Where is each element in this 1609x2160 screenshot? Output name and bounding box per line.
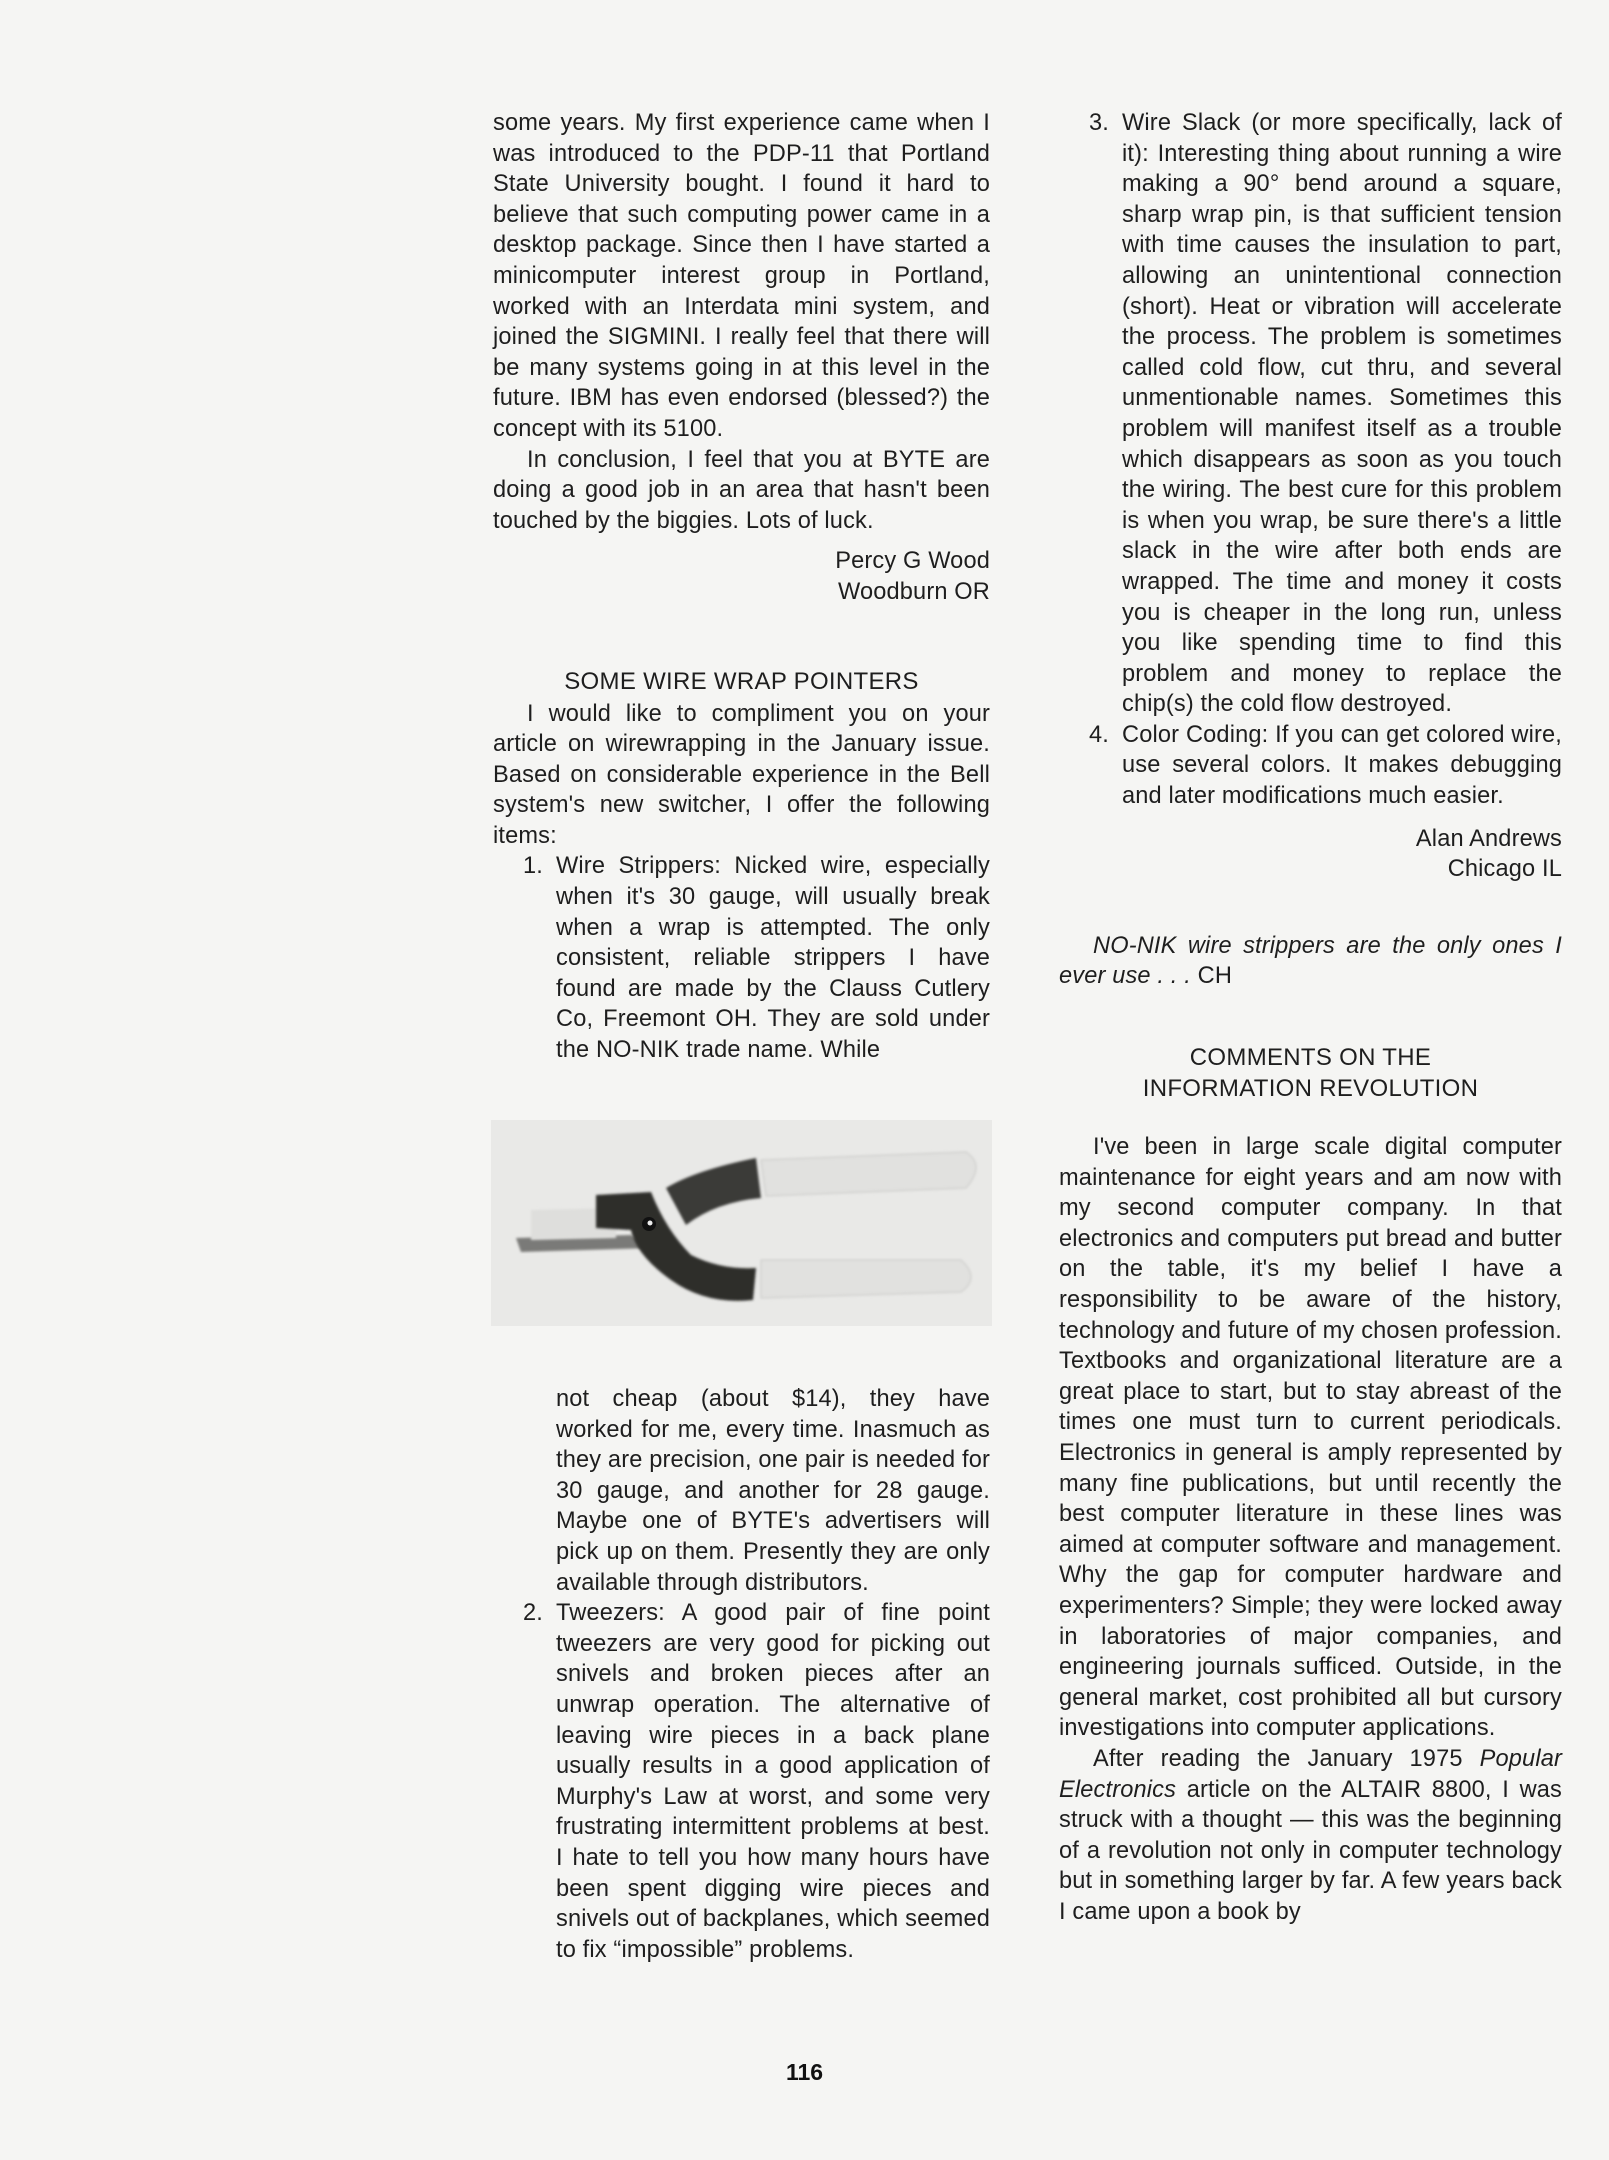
list-number: 3.	[1089, 110, 1109, 136]
list-number: 4.	[1089, 721, 1109, 748]
list-item-text: Tweezers: A good pair of fine point tweezers are very good for picking out snivels and broken pieces after an unwrap operation. The alternative of leaving wire pieces in a back plane usually results in a good application of Murphy's Law at worst, and some very frustrating intermittent problems at best. I hate to tell you how many hours have been spent digging wire pieces and snivels out of backplanes, which seemed to fix “impossible” problems.	[556, 1600, 990, 1963]
list-item-text: not cheap (about $14), they have worked for me, every time. Inasmuch as they are precision, one pair is needed for 30 gauge, and another for 28 gauge. Maybe one of BYTE's advertisers will pick up on them. Presently they are only available through distributors.	[556, 1386, 990, 1596]
section-heading-line2: INFORMATION REVOLUTION	[1142, 1075, 1479, 1103]
letter-andrews-intro: I would like to compliment you on your article on wirewrapping in the January issue. Based on considerable experience in the Bell system's new switcher, I offer the following items:	[493, 700, 990, 849]
pliers-image-icon	[491, 1120, 992, 1326]
editor-note	[1059, 931, 1562, 992]
signature-name: Percy G Wood	[835, 548, 990, 575]
letter-comments-para1: I've been in large scale digital computer maintenance for eight years and am now with my second computer company. In that electronics and computers put bread and butter on the table, it's my belief I have a responsibility to be aware of the history, technology and future of my chosen profession. Textbooks and organizational literature are a great place to start, but to stay abreast of the times one must turn to current periodicals. Electronics in general is amply represented by many fine publications, but until recently the best computer literature in these lines was aimed at computer software and management. Why the gap for computer hardware and experimenters? Simple; they were locked away in laboratories of major companies, and engineering journals sufficed. Outside, in the general market, cost prohibited all but cursory investigations into computer applications.	[1059, 1134, 1562, 1742]
section-heading-wire-wrap: SOME WIRE WRAP POINTERS	[564, 667, 919, 695]
list-item-text: Wire Slack (or more specifically, lack of it): Interesting thing about running a wire making a 90° bend around a square, sharp wrap pin, is that sufficient tension with time causes the insulation to part, allowing an unintentional connection (short). Heat or vibration will accelerate the process. The problem is sometimes called cold flow, cut thru, and several unmentionable names. Sometimes this problem will manifest itself as a trouble which disappears as soon as you touch the wiring. The best cure for this problem is when you wrap, be sure there's a little slack in the wire after both ends are wrapped. The time and money it costs you is cheaper in the long run, unless you like spending time to find this problem and money to replace the chip(s) the cold flow destroyed.	[1122, 110, 1562, 718]
list-item-2	[493, 1598, 990, 1965]
list-item-4	[1059, 720, 1562, 812]
letter-comments-para2	[1059, 1744, 1562, 1928]
list-item-3	[1059, 108, 1562, 720]
signature-location: Woodburn OR	[837, 578, 990, 605]
publication-title: Popular Electronics	[1059, 1745, 1562, 1803]
para-text: article on the ALTAIR 8800, I was struck with a thought — this was the beginning of a revolution not only in computer technology but in something larger by far. A few years back I came upon a book by	[1059, 1776, 1562, 1925]
wire-stripper-photo	[491, 1120, 992, 1326]
editor-initials: CH	[1197, 963, 1233, 990]
letter-wood-conclusion: In conclusion, I feel that you at BYTE are doing a good job in an area that hasn't been touched by the biggies. Lots of luck.	[493, 446, 990, 534]
page-number: 116	[785, 2059, 824, 2085]
list-item-text: Color Coding: If you can get colored wire, use several colors. It makes debugging and later modifications much easier.	[1122, 721, 1562, 810]
right-column	[1059, 108, 1562, 1927]
signature-name: Alan Andrews	[1415, 825, 1562, 852]
list-item-1-continued	[493, 1384, 990, 1598]
editor-note-text: NO-NIK wire strippers are the only ones I ever use . . .	[1059, 932, 1562, 990]
section-heading-line1: COMMENTS ON THE	[1189, 1044, 1432, 1072]
list-number: 1.	[523, 853, 543, 880]
list-item-1	[493, 851, 990, 1065]
left-column-continued	[493, 1384, 990, 1965]
list-item-text: Wire Strippers: Nicked wire, especially when it's 30 gauge, will usually break when a wrap is attempted. The only consistent, reliable strippers I have found are made by the Clauss Cutlery Co, Freemont OH. They are sold under the NO-NIK trade name. While	[556, 853, 990, 1064]
signature-location: Chicago IL	[1447, 856, 1562, 883]
para-text: After reading the January 1975	[1093, 1745, 1480, 1772]
left-column	[493, 108, 990, 1066]
letter-wood-body: some years. My first experience came when I was introduced to the PDP-11 that Portland State University bought. I found it hard to believe that such computing power came in a desktop package. Since then I have started a minicomputer interest group in Portland, worked with an Interdata mini system, and joined the SIGMINI. I really feel that there will be many systems going in at this level in the future. IBM has even endorsed (blessed?) the concept with its 5100.	[493, 110, 990, 442]
list-number: 2.	[523, 1600, 543, 1627]
